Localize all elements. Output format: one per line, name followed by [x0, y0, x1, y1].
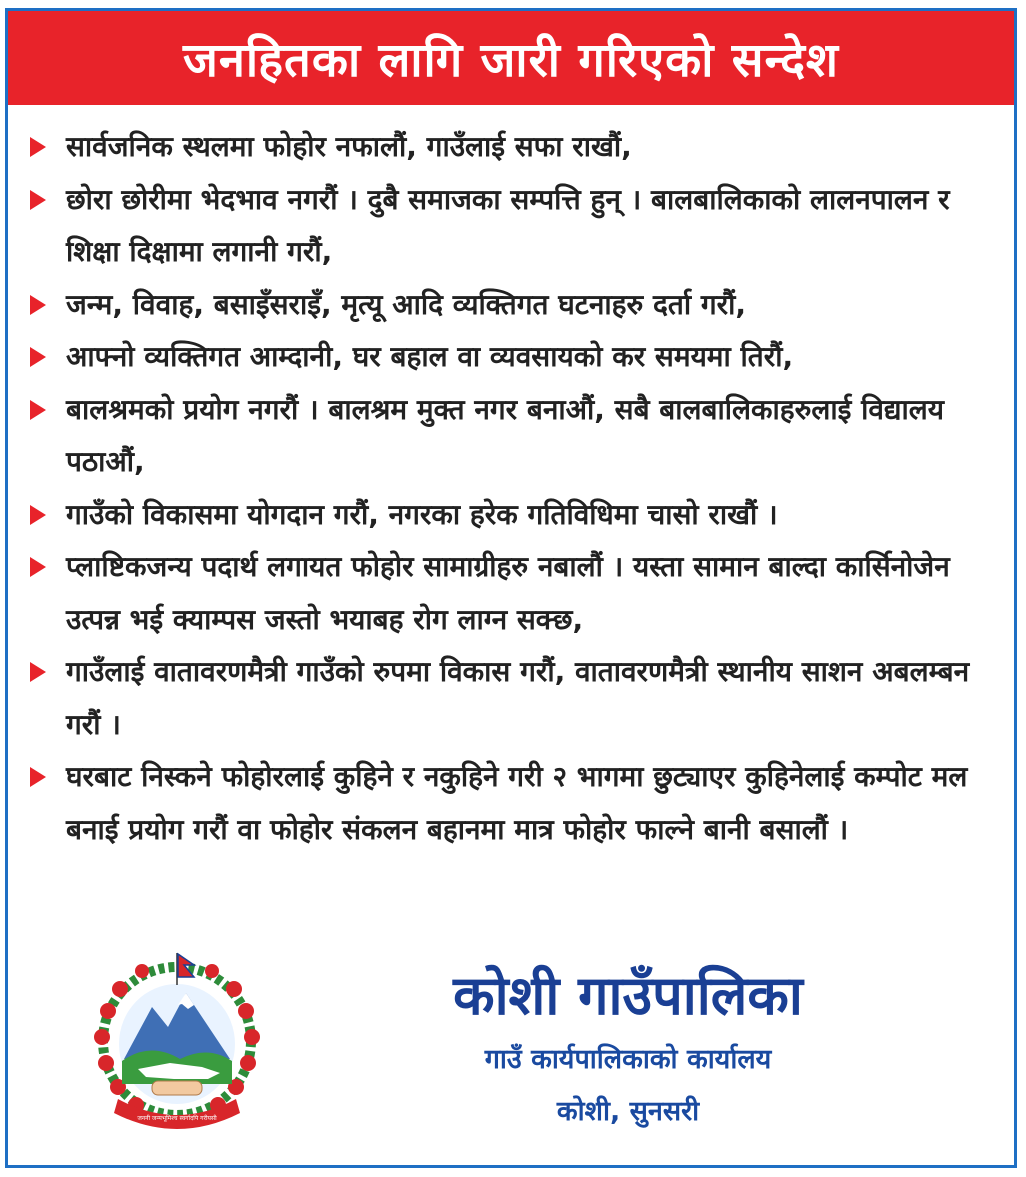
list-item: [30, 751, 996, 856]
message-text: बालश्रमको प्रयोग नगरौं । बालश्रम मुक्त नगर बनाऔं, सबै बालबालिकाहरुलाई विद्यालय पठाऔं,: [66, 392, 945, 478]
message-text: गाउँलाई वातावरणमैत्री गाउँको रुपमा विकास गरौं, वातावरणमैत्री स्थानीय साशन अबलम्बन गरौं ।: [66, 655, 970, 741]
list-item: [30, 174, 996, 279]
list-item: [30, 646, 996, 751]
message-text: सार्वजनिक स्थलमा फोहोर नफालौं, गाउँलाई सफा राखौं,: [66, 130, 632, 163]
message-text: गाउँको विकासमा योगदान गरौं, नगरका हरेक गतिविधिमा चासो राखौं ।: [66, 497, 778, 531]
nepal-government-emblem-icon: [90, 949, 265, 1134]
list-item: [30, 541, 996, 646]
list-item: [30, 384, 996, 489]
red-triangle-bullet-icon: [30, 662, 46, 682]
red-triangle-bullet-icon: [30, 295, 46, 315]
page-title: जनहितका लागि जारी गरिएको सन्देश: [182, 33, 840, 88]
notice-poster: [5, 8, 1017, 1168]
red-triangle-bullet-icon: [30, 137, 46, 157]
svg-text:जननी जन्मभूमिश्च स्वर्गादपि गर: जननी जन्मभूमिश्च स्वर्गादपि गरीयसी: [137, 1115, 217, 1122]
office-name: गाउँ कार्यपालिकाको कार्यालय: [484, 1044, 772, 1075]
message-text: प्लाष्टिकजन्य पदार्थ लगायत फोहोर सामाग्रीहरु नबालौं । यस्ता सामान बाल्दा कार्सिनोजेन उत्पन्न भई क्याम्पस जस्तो भयाबह रोग लाग्न सक्छ,: [66, 550, 950, 636]
message-text: छोरा छोरीमा भेदभाव नगरौं । दुबै समाजका सम्पत्ति हुन् । बालबालिकाको लालनपालन र शिक्षा दिक्षामा लगानी गरौं,: [66, 182, 950, 268]
location-text: कोशी, सुनसरी: [556, 1096, 700, 1127]
message-text: आफ्नो व्यक्तिगत आम्दानी, घर बहाल वा व्यवसायको कर समयमा तिरौं,: [66, 340, 794, 373]
red-triangle-bullet-icon: [30, 505, 46, 525]
header-banner: [8, 11, 1014, 105]
list-item: [30, 489, 996, 542]
list-item: [30, 121, 996, 174]
red-triangle-bullet-icon: [30, 767, 46, 787]
list-item: [30, 279, 996, 332]
list-item: [30, 331, 996, 384]
red-triangle-bullet-icon: [30, 557, 46, 577]
red-triangle-bullet-icon: [30, 400, 46, 420]
red-triangle-bullet-icon: [30, 190, 46, 210]
organization-name: कोशी गाउँपालिका: [453, 964, 803, 1027]
message-list: [30, 121, 996, 856]
red-triangle-bullet-icon: [30, 347, 46, 367]
message-text: घरबाट निस्कने फोहोरलाई कुहिने र नकुहिने गरी २ भागमा छुट्याएर कुहिनेलाई कम्पोट मल बनाई प्रयोग गरौं वा फोहोर संकलन बहानमा मात्र फोहोर फाल्ने बानी बसालौं ।: [66, 760, 968, 846]
message-text: जन्म, विवाह, बसाइँसराइँ, मृत्यू आदि व्यक्तिगत घटनाहरु दर्ता गरौं,: [66, 287, 746, 321]
